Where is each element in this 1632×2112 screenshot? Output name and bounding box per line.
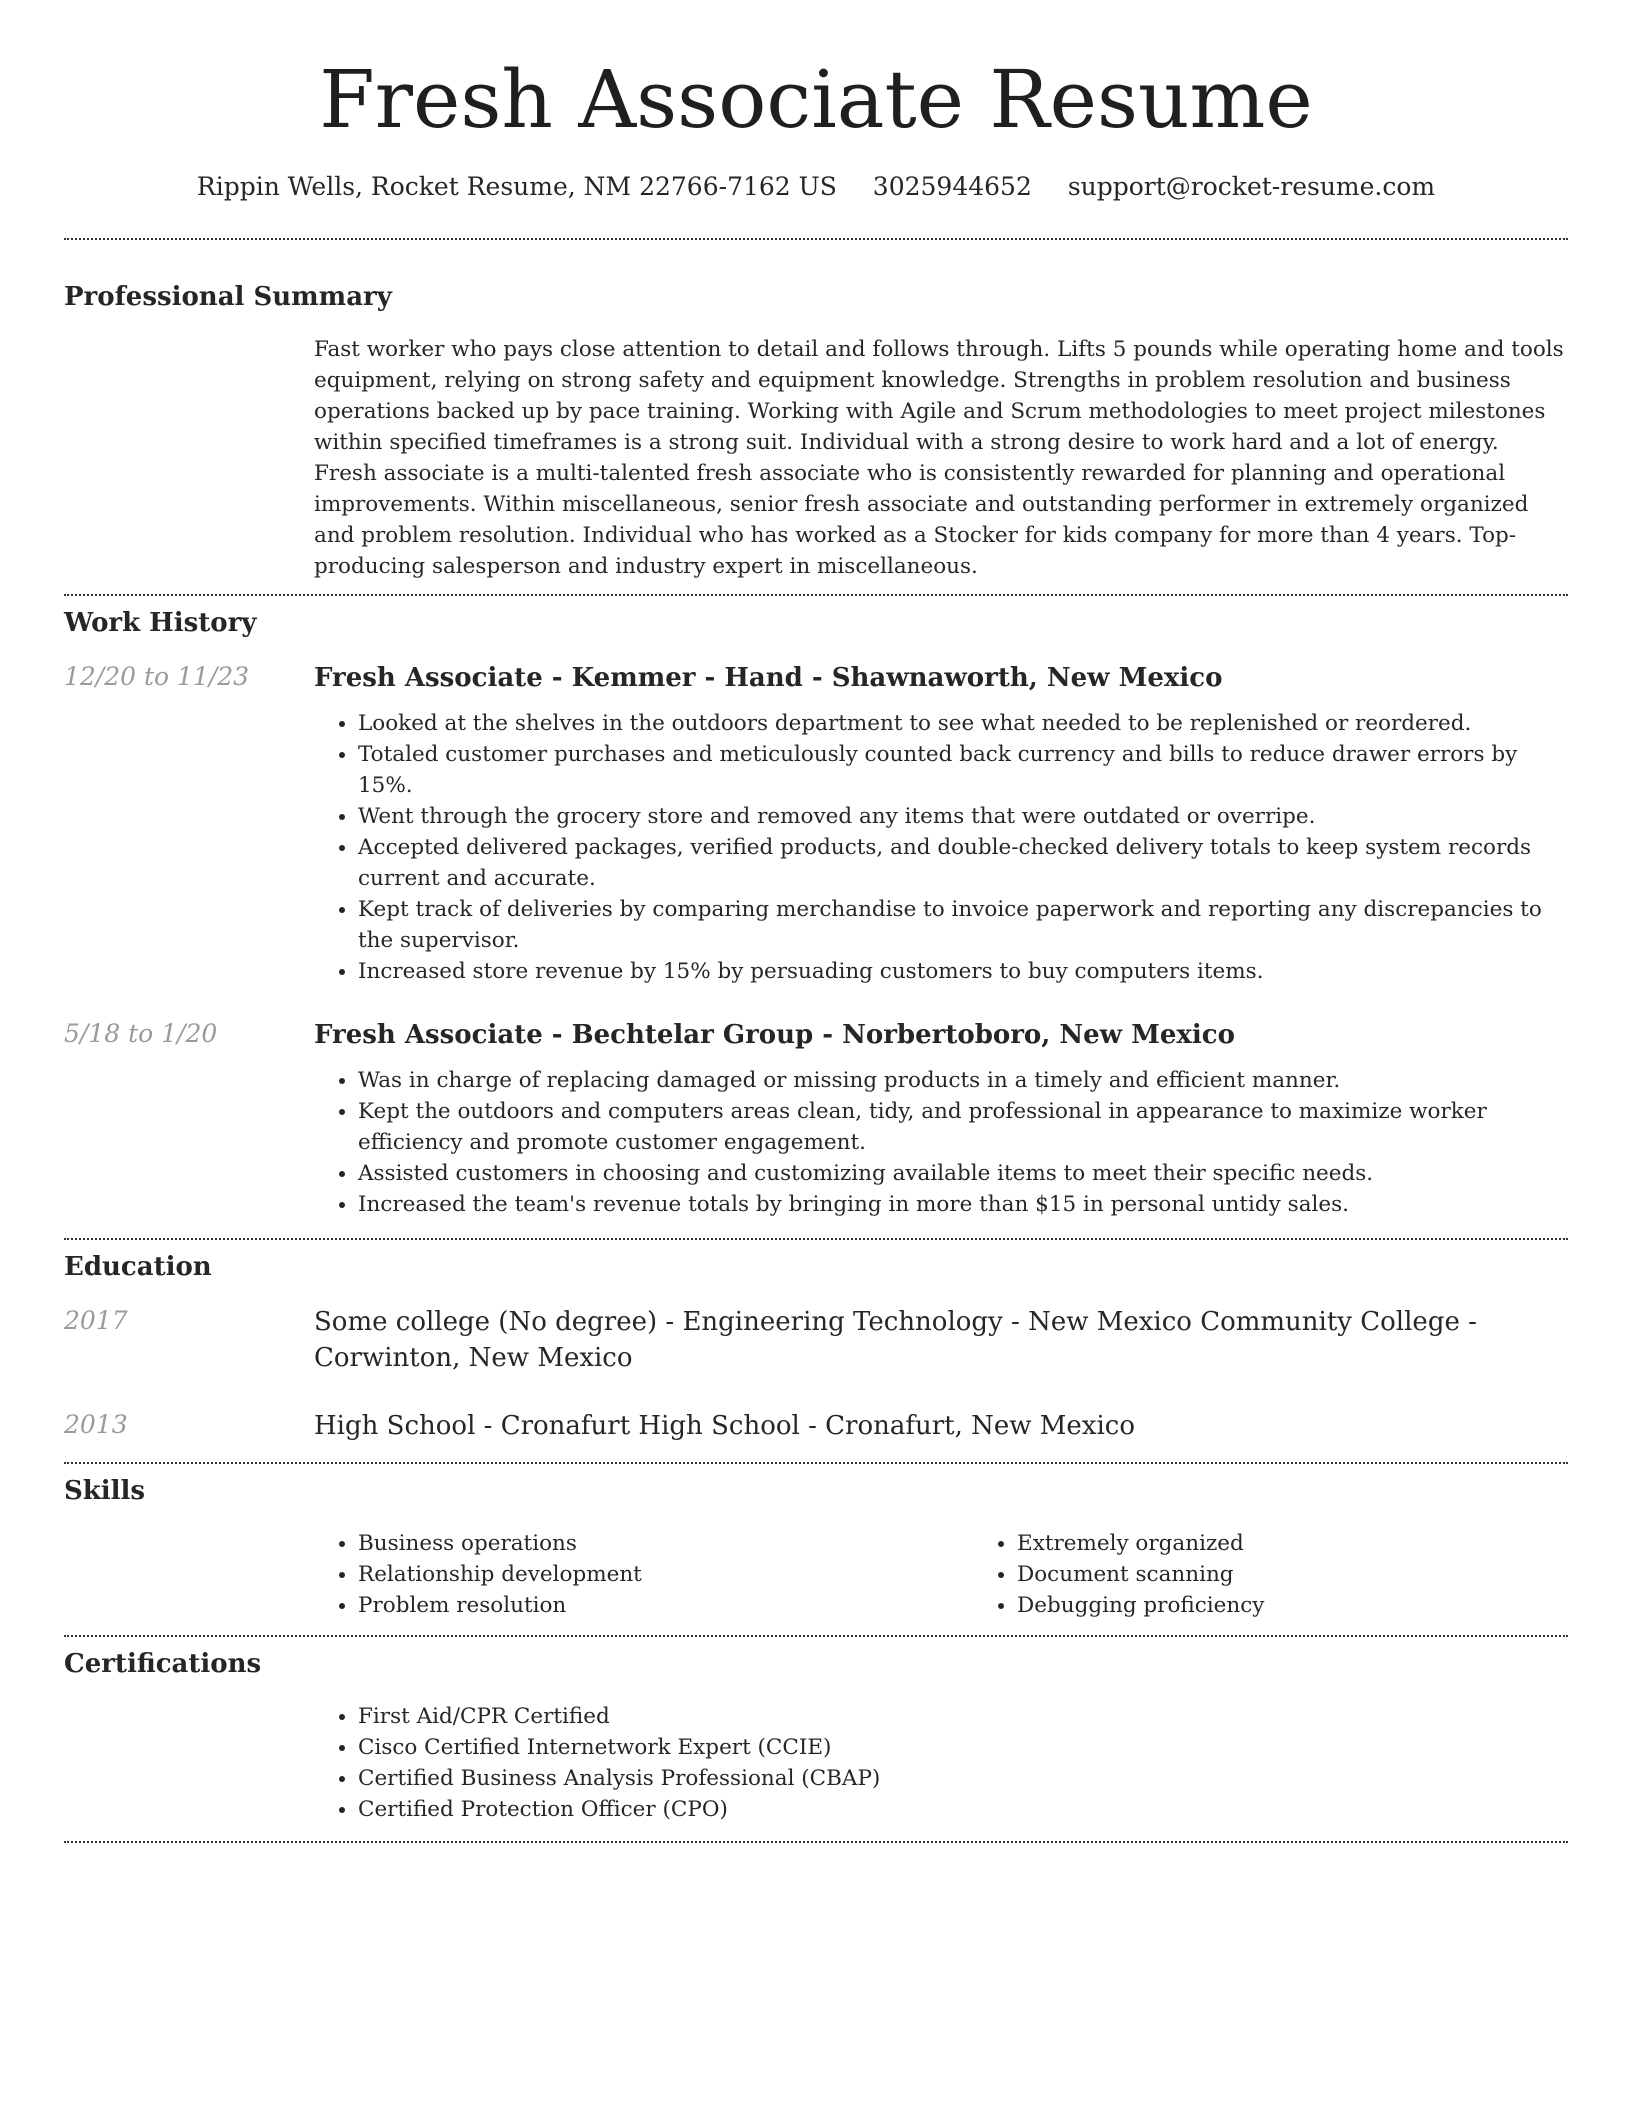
list-item: • Looked at the shelves in the outdoors department to see what needed to be replenished or reordered. (358, 708, 1568, 739)
list-item: • Document scanning (1017, 1559, 1632, 1590)
education-entry (64, 1304, 1568, 1376)
section-summary (64, 280, 1568, 582)
summary-text: Fast worker who pays close attention to detail and follows through. Lifts 5 pounds while operating home and tools equipment, relying on strong safety and equipment knowledge. Strengths in problem resolution and business operations backed up by pace training. Working with Agile and Scrum methodologies to meet project milestones within specified timeframes is a strong suit. Individual with a strong desire to work hard and a lot of energy. Fresh associate is a multi-talented fresh associate who is consistently rewarded for planning and operational improvements. Within miscellaneous, senior fresh associate and outstanding performer in extremely organized and problem resolution. Individual who has worked as a Stocker for kids company for more than 4 years. Top-producing salesperson and industry expert in miscellaneous. (314, 337, 1564, 579)
resume-page (64, 0, 1568, 1843)
job-dates: 5/18 to 1/20 (64, 1019, 218, 1048)
section-skills (64, 1474, 1568, 1621)
job-dates: 12/20 to 11/23 (64, 662, 250, 691)
divider (64, 1635, 1568, 1637)
section-title-work: Work History (64, 608, 257, 638)
contact-address: Rippin Wells, Rocket Resume, NM 22766-7162 US (196, 172, 837, 201)
list-item: • Cisco Certified Internetwork Expert (CCIE) (358, 1732, 1568, 1763)
job-entry (64, 1017, 1568, 1220)
section-work-history (64, 606, 1568, 1220)
contact-line (64, 170, 1568, 204)
skills-list (314, 1528, 1632, 1621)
section-title-skills: Skills (64, 1476, 146, 1506)
education-year: 2013 (64, 1410, 128, 1439)
list-item: • Kept track of deliveries by comparing merchandise to invoice paperwork and reporting any discrepancies to the supervisor. (358, 894, 1568, 956)
list-item: • Assisted customers in choosing and customizing available items to meet their specific needs. (358, 1158, 1568, 1189)
divider (64, 1238, 1568, 1240)
resume-title: Fresh Associate Resume (319, 53, 1313, 146)
job-title: Fresh Associate - Bechtelar Group - Norbertoboro, New Mexico (314, 1020, 1235, 1050)
divider (64, 594, 1568, 596)
list-item: • Was in charge of replacing damaged or missing products in a timely and efficient manner. (358, 1065, 1568, 1096)
list-item: • Kept the outdoors and computers areas clean, tidy, and professional in appearance to maximize worker efficiency and promote customer engagement. (358, 1096, 1568, 1158)
list-item: • Increased the team's revenue totals by bringing in more than $15 in personal untidy sales. (358, 1189, 1568, 1220)
list-item: • Went through the grocery store and removed any items that were outdated or overripe. (358, 801, 1568, 832)
job-title: Fresh Associate - Kemmer - Hand - Shawnaworth, New Mexico (314, 663, 1223, 693)
list-item: • First Aid/CPR Certified (358, 1701, 1568, 1732)
job-entry (64, 660, 1568, 987)
list-item: • Certified Protection Officer (CPO) (358, 1794, 1568, 1825)
job-bullets (314, 708, 1568, 987)
list-item: • Problem resolution (358, 1590, 973, 1621)
skills-column-left (314, 1528, 973, 1621)
divider (64, 1462, 1568, 1464)
list-item: • Extremely organized (1017, 1528, 1632, 1559)
education-year: 2017 (64, 1306, 128, 1335)
certifications-list (314, 1701, 1568, 1825)
divider (64, 238, 1568, 240)
section-certifications (64, 1647, 1568, 1825)
education-entry (64, 1408, 1568, 1444)
list-item: • Accepted delivered packages, verified products, and double-checked delivery totals to keep system records current and accurate. (358, 832, 1568, 894)
list-item: • Certified Business Analysis Professional (CBAP) (358, 1763, 1568, 1794)
education-detail: High School - Cronafurt High School - Cronafurt, New Mexico (314, 1411, 1135, 1441)
list-item: • Debugging proficiency (1017, 1590, 1632, 1621)
list-item: • Increased store revenue by 15% by persuading customers to buy computers items. (358, 956, 1568, 987)
divider (64, 1841, 1568, 1843)
contact-phone: 3025944652 (872, 172, 1032, 201)
section-title-certifications: Certifications (64, 1649, 262, 1679)
job-bullets (314, 1065, 1568, 1220)
list-item: • Totaled customer purchases and meticulously counted back currency and bills to reduce drawer errors by 15%. (358, 739, 1568, 801)
list-item: • Relationship development (358, 1559, 973, 1590)
contact-email: support@rocket-resume.com (1067, 172, 1436, 201)
section-title-summary: Professional Summary (64, 282, 392, 312)
section-title-education: Education (64, 1252, 212, 1282)
section-education (64, 1250, 1568, 1444)
list-item: • Business operations (358, 1528, 973, 1559)
education-detail: Some college (No degree) - Engineering Technology - New Mexico Community College - Corwinton, New Mexico (314, 1307, 1477, 1373)
skills-column-right (973, 1528, 1632, 1621)
